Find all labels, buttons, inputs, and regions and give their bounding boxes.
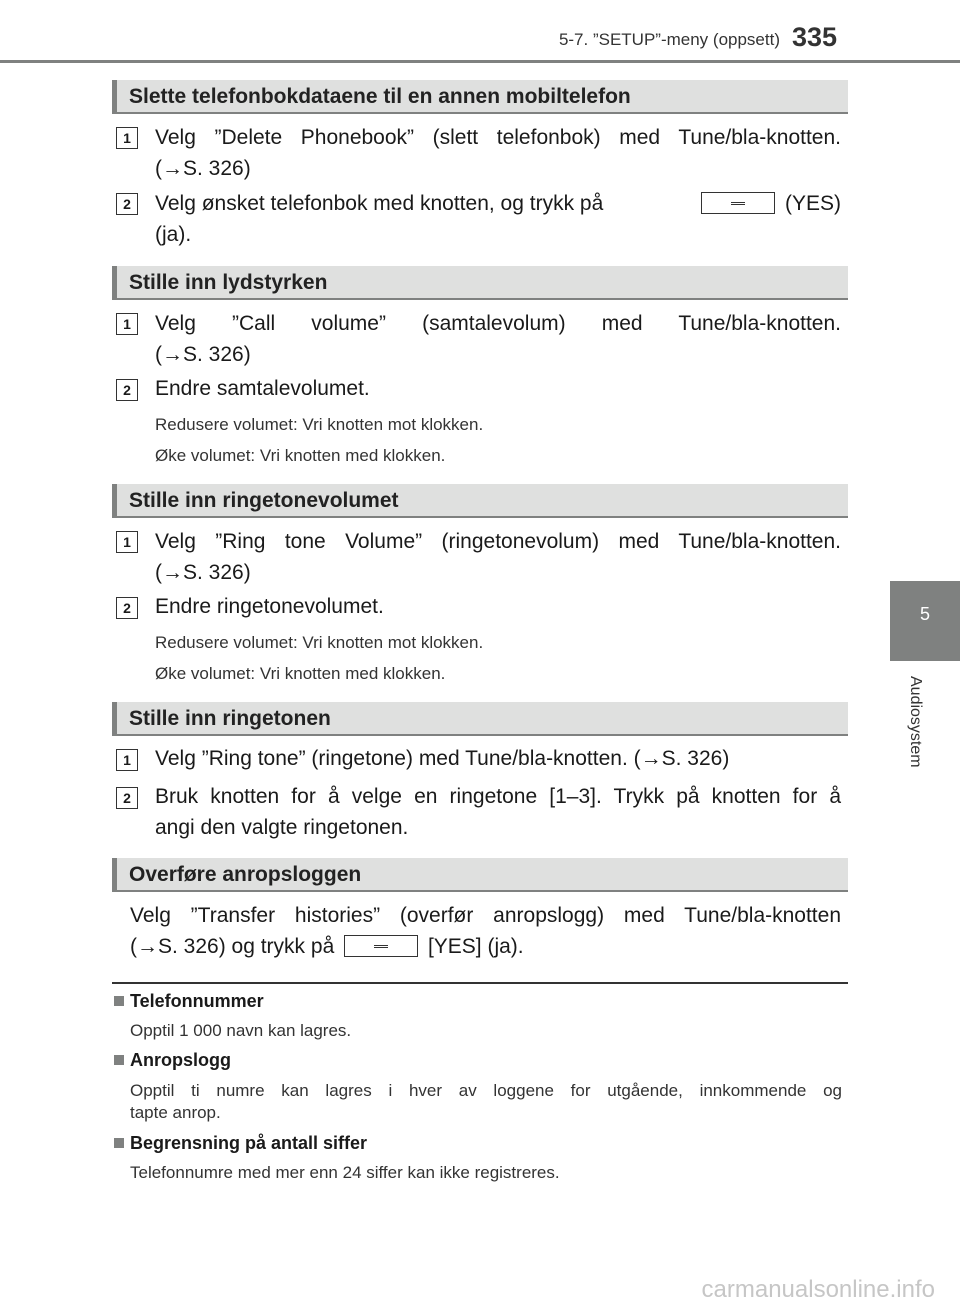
step-badge: 2 [116, 787, 138, 809]
step-text-continuation: (→S. 326) [155, 561, 251, 584]
section-heading-delete-phonebook: Slette telefonbokdataene til en annen mobiltelefon [112, 80, 848, 114]
note-text: Redusere volumet: Vri knotten mot klokken. [155, 633, 484, 652]
step-badge: 2 [116, 379, 138, 401]
note-text: Redusere volumet: Vri knotten mot klokken. [155, 415, 484, 434]
step-badge: 1 [116, 127, 138, 149]
yes-button-icon [344, 935, 418, 957]
chapter-tab-number: 5 [919, 604, 930, 624]
section-heading-transfer-log: Overføre anropsloggen [112, 858, 848, 892]
section-heading-ringtone: Stille inn ringetonen [112, 702, 848, 736]
paragraph-text-continuation: (→S. 326) og trykk på [YES] (ja). [130, 935, 524, 958]
step-text-continuation: angi den valgte ringetonen. [155, 816, 409, 839]
step-badge: 2 [116, 597, 138, 619]
watermark: carmanualsonline.info [701, 1276, 935, 1303]
note-text: Øke volumet: Vri knotten med klokken. [155, 446, 446, 465]
step-badge: 1 [116, 531, 138, 553]
step-text-continuation: (→S. 326) [155, 157, 251, 180]
step-badge: 1 [116, 313, 138, 335]
note-body: Opptil ti numre kan lagres i hver av loggene for utgående, innkommende og [130, 1081, 842, 1100]
chapter-tab-label: Audiosystem [907, 676, 924, 768]
paragraph-text: Velg ”Transfer histories” (overfør anropslogg) med Tune/bla-knotten [130, 904, 841, 927]
square-bullet-icon [114, 1138, 124, 1148]
square-bullet-icon [114, 1055, 124, 1065]
step-text: Bruk knotten for å velge en ringetone [1–3]. Trykk på knotten for å [155, 785, 841, 808]
header-divider [0, 60, 960, 63]
step-text: Endre samtalevolumet. [155, 377, 370, 400]
step-text-continuation: (→S. 326) [155, 343, 251, 366]
step-badge: 2 [116, 193, 138, 215]
step-text: Velg ønsket telefonbok med knotten, og trykk på (YES) [155, 192, 841, 215]
page-number: 335 [792, 22, 838, 52]
chapter-title: 5-7. ”SETUP”-meny (oppsett) [558, 30, 780, 49]
note-heading: Telefonnummer [114, 991, 264, 1012]
section-heading-ringtone-volume: Stille inn ringetonevolumet [112, 484, 848, 518]
step-text: Velg ”Ring tone” (ringetone) med Tune/bla-knotten. (→S. 326) [155, 747, 730, 770]
step-text-continuation: (ja). [155, 223, 192, 246]
chapter-tab [890, 581, 960, 661]
yes-button-icon [701, 192, 775, 214]
note-body: Telefonnumre med mer enn 24 siffer kan ikke registreres. [130, 1163, 560, 1182]
section-heading-volume: Stille inn lydstyrken [112, 266, 848, 300]
note-body-continuation: tapte anrop. [130, 1103, 221, 1122]
step-text: Endre ringetonevolumet. [155, 595, 384, 618]
note-heading: Anropslogg [114, 1050, 231, 1071]
step-text: Velg ”Delete Phonebook” (slett telefonbok) med Tune/bla-knotten. [155, 126, 841, 149]
step-text: Velg ”Call volume” (samtalevolum) med Tune/bla-knotten. [155, 312, 841, 335]
square-bullet-icon [114, 996, 124, 1006]
step-text: Velg ”Ring tone Volume” (ringetonevolum) med Tune/bla-knotten. [155, 530, 841, 553]
note-body: Opptil 1 000 navn kan lagres. [130, 1021, 352, 1040]
notes-divider [112, 982, 848, 984]
note-heading: Begrensning på antall siffer [114, 1133, 367, 1154]
note-text: Øke volumet: Vri knotten med klokken. [155, 664, 446, 683]
step-badge: 1 [116, 749, 138, 771]
